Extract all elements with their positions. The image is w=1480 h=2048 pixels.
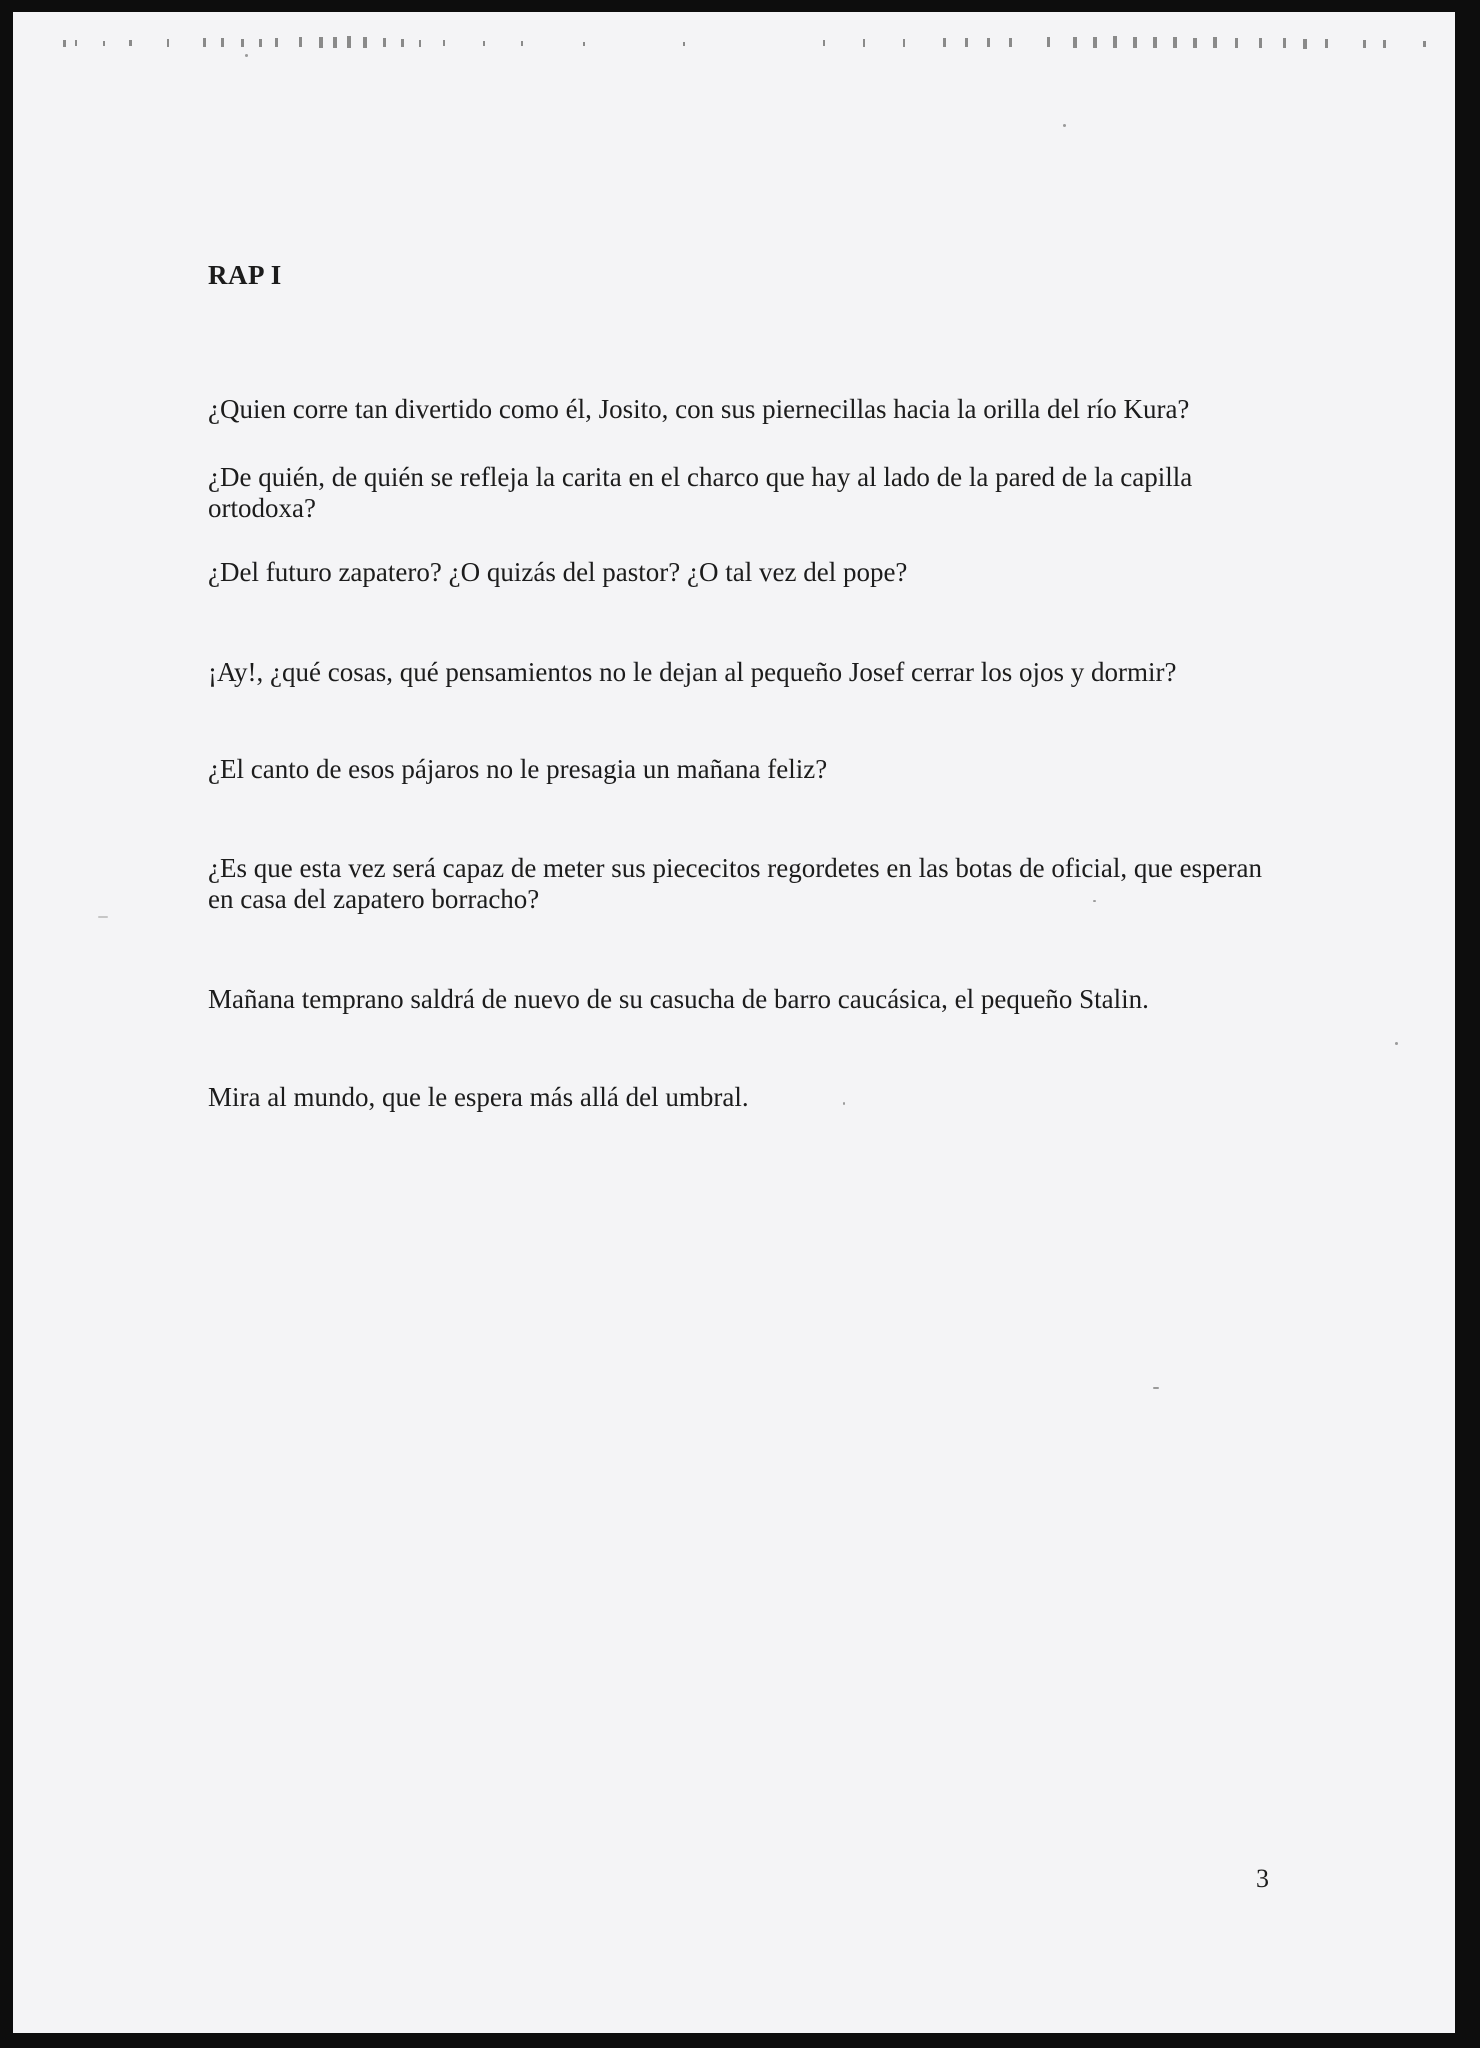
paragraph: Mira al mundo, que le espera más allá del umbral. (208, 1082, 749, 1112)
paragraph: ¿Es que esta vez será capaz de meter sus piececitos regordetes en las botas de oficial, que esperan en casa del zapatero borracho? (208, 853, 1263, 914)
scan-speck (1153, 1387, 1159, 1389)
perforation-marks (63, 34, 1443, 54)
document-title: RAP I (208, 260, 282, 290)
scan-speck (98, 916, 108, 918)
document-page (13, 12, 1455, 2033)
paragraph: ¿De quién, de quién se refleja la carita en el charco que hay al lado de la pared de la capilla ortodoxa? (208, 462, 1193, 523)
paragraph: ¿El canto de esos pájaros no le presagia un mañana feliz? (208, 754, 828, 784)
paragraph: ¡Ay!, ¿qué cosas, qué pensamientos no le dejan al pequeño Josef cerrar los ojos y dormir? (208, 657, 1177, 687)
paragraph: ¿Del futuro zapatero? ¿O quizás del pastor? ¿O tal vez del pope? (208, 557, 908, 587)
paragraph: ¿Quien corre tan divertido como él, Josito, con sus piernecillas hacia la orilla del río Kura? (208, 394, 1190, 424)
scan-speck (1395, 1042, 1398, 1045)
scan-speck (1063, 124, 1066, 127)
paragraph: Mañana temprano saldrá de nuevo de su casucha de barro caucásica, el pequeño Stalin. (208, 984, 1149, 1014)
scan-speck (245, 54, 248, 57)
page-number: 3 (1256, 1864, 1269, 1893)
